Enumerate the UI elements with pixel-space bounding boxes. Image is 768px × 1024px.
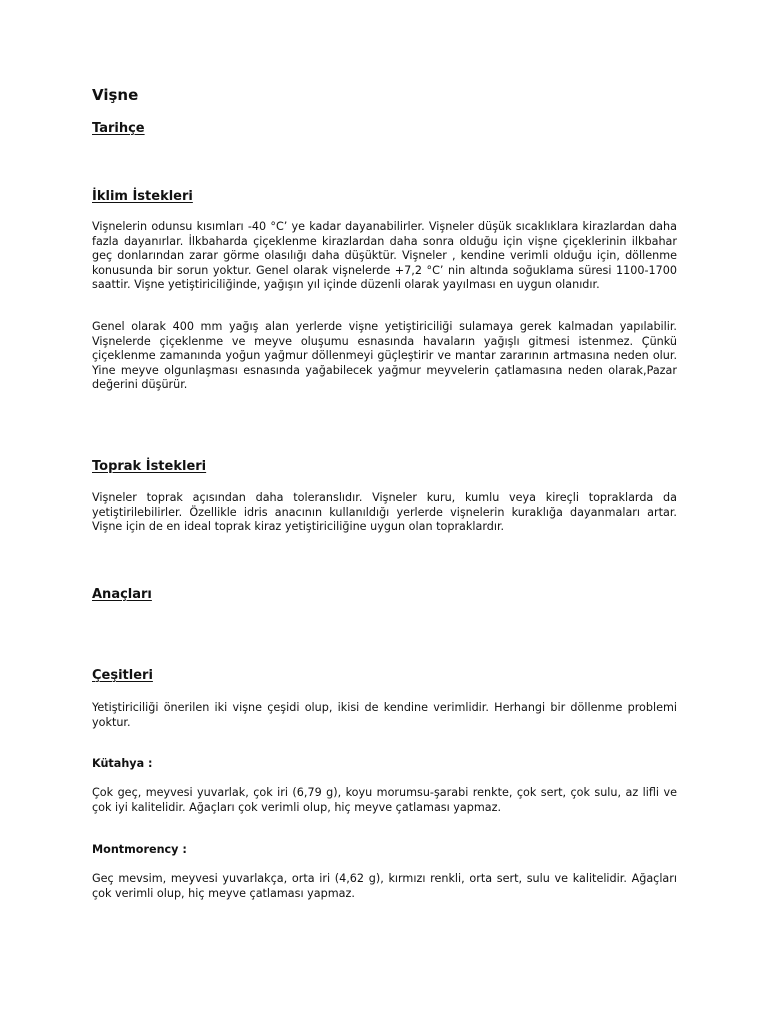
section-heading-climate: İklim İstekleri (92, 189, 193, 204)
climate-paragraph-2: Genel olarak 400 mm yağış alan yerlerde vişne yetiştiriciliği sulamaya gerek kalmadan yapılabilir. Vişnelerde çiçeklenme ve meyve oluşumu esnasında havaların yağışlı gitmesi istenmez. Çünkü çiçeklenme zamanında yoğun yağmur döllenmeyi güçleştirir ve mantar zararının artmasına neden olur. Yine meyve olgunlaşması esnasında yağabilecek yağmur meyvelerin çatlamasına neden olarak,Pazar değerini düşürür. (92, 320, 677, 392)
section-heading-soil: Toprak İstekleri (92, 459, 207, 474)
variety-name: Montmorency : (92, 843, 187, 856)
section-heading-varieties: Çeşitleri (92, 668, 153, 683)
section-heading-history: Tarihçe (92, 121, 145, 136)
varieties-intro: Yetiştiriciliği önerilen iki vişne çeşidi olup, ikisi de kendine verimlidir. Herhangi bir döllenme problemi yoktur. (92, 701, 677, 729)
soil-paragraph-1: Vişneler toprak açısından daha toleranslıdır. Vişneler kuru, kumlu veya kireçli topraklarda da yetiştirilebilirler. Özellikle idris anacının kullanıldığı yerlerde vişnelerin kuraklığa dayanmaları artar. Vişne için de en ideal toprak kiraz yetiştiriciliğine uygun olan topraklardır. (92, 491, 677, 534)
section-heading-rootstocks: Anaçları (92, 587, 152, 602)
variety-description: Geç mevsim, meyvesi yuvarlakça, orta iri (4,62 g), kırmızı renkli, orta sert, sulu ve kalitelidir. Ağaçları çok verimli olup, hiç meyve çatlaması yapmaz. (92, 872, 677, 900)
document-title: Vişne (92, 86, 139, 104)
variety-description: Çok geç, meyvesi yuvarlak, çok iri (6,79 g), koyu morumsu-şarabi renkte, çok sert, çok sulu, az lifli ve çok iyi kalitelidir. Ağaçları çok verimli olup, hiç meyve çatlaması yapmaz. (92, 786, 677, 814)
climate-paragraph-1: Vişnelerin odunsu kısımları -40 °C’ ye kadar dayanabilirler. Vişneler düşük sıcaklıklara kirazlardan daha fazla dayanırlar. İlkbaharda çiçeklenme kirazlardan daha sonra olduğu için vişne çiçeklerinin ilkbahar geç donlarından zarar görme olasılığı daha düşüktür. Vişneler , kendine verimli olduğu için, döllenme konusunda bir sorun yoktur. Genel olarak vişnelerde +7,2 °C’ nin altında soğuklama süresi 1100-1700 saattir. Vişne yetiştiriciliğinde, yağışın yıl içinde düzenli olarak yayılması en uygun olanıdır. (92, 220, 677, 292)
variety-name: Kütahya : (92, 757, 153, 770)
